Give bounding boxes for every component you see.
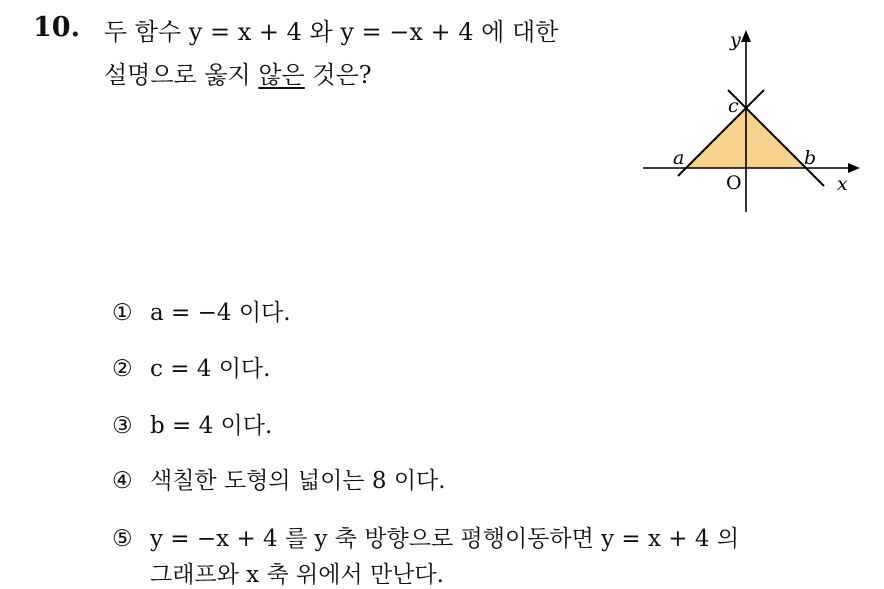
question-text-post: 것은? xyxy=(304,61,372,89)
question-text-pre: 설명으로 옳지 xyxy=(104,61,259,89)
origin-label: O xyxy=(726,172,742,194)
x-axis-arrow-icon xyxy=(848,163,860,173)
choice-5-continuation: 그래프와 x 축 위에서 만난다. xyxy=(150,562,444,588)
choice-1-mark: ① xyxy=(112,300,133,326)
point-c-label: c xyxy=(728,95,739,117)
question-text-line2 xyxy=(104,55,372,90)
coordinate-graph xyxy=(638,22,868,222)
choice-4[interactable] xyxy=(112,462,446,495)
choice-2-mark: ② xyxy=(112,356,133,382)
choice-1-text: a = −4 이다. xyxy=(150,300,291,326)
point-a-label: a xyxy=(673,147,685,169)
choice-1[interactable] xyxy=(112,294,291,327)
y-axis-arrow-icon xyxy=(741,30,751,42)
underlined-emphasis: 않은 xyxy=(258,61,305,89)
choice-4-mark: ④ xyxy=(112,468,133,494)
question-text-line1: 두 함수 y = x + 4 와 y = −x + 4 에 대한 xyxy=(104,18,559,46)
choice-2-text: c = 4 이다. xyxy=(150,356,271,382)
choice-5[interactable] xyxy=(112,520,739,553)
choice-3[interactable] xyxy=(112,407,272,440)
question-number: 10. xyxy=(33,12,80,43)
choice-4-text: 색칠한 도형의 넓이는 8 이다. xyxy=(150,468,446,494)
choice-3-mark: ③ xyxy=(112,413,133,439)
choice-5-text: y = −x + 4 를 y 축 방향으로 평행이동하면 y = x + 4 의 xyxy=(150,526,740,552)
y-axis-label: y xyxy=(730,29,741,51)
choice-2[interactable] xyxy=(112,350,270,383)
choice-3-text: b = 4 이다. xyxy=(150,413,273,439)
choice-5-mark: ⑤ xyxy=(112,526,133,552)
point-b-label: b xyxy=(804,147,817,169)
x-axis-label: x xyxy=(837,173,848,195)
